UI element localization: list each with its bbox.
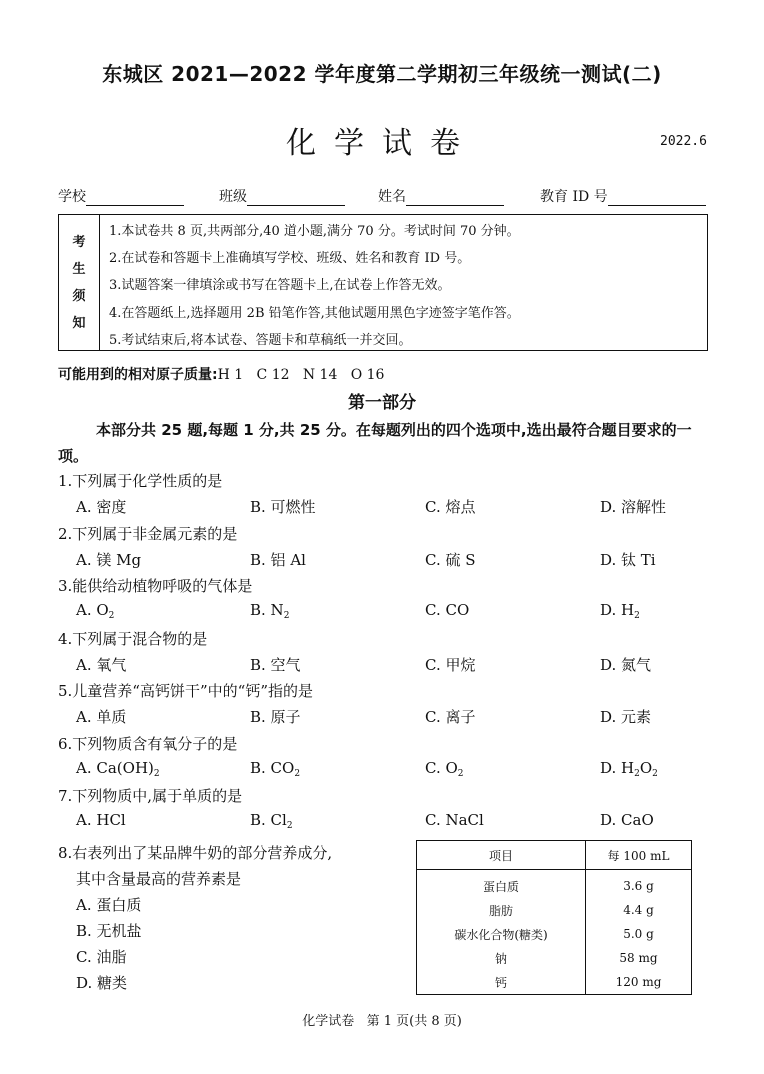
- atomic-mass-line: [58, 364, 384, 384]
- question-stem: 其中含量最高的营养素是: [76, 870, 242, 888]
- option-c: C. NaCl: [425, 811, 484, 829]
- atomic-mass-values: H 1 C 12 N 14 O 16: [217, 367, 385, 383]
- edu-id-label: 教育 ID 号: [540, 189, 608, 205]
- option-a: A. 密度: [76, 498, 127, 516]
- option-d: D. $H_2$: [600, 601, 640, 621]
- part-title: 第一部分: [348, 393, 416, 413]
- table-row: 蛋白质 3.6 g: [417, 870, 692, 899]
- option-b: B. 铝 Al: [250, 550, 306, 569]
- table-header: 项目: [417, 841, 586, 870]
- option-c: C. 油脂: [76, 948, 127, 966]
- part-intro: 本部分共 25 题,每题 1 分,共 25 分。在每题列出的四个选项中,选出最符合题目要求的一项。: [58, 421, 692, 465]
- exam-title: 东城区 2021—2022 学年度第二学期初三年级统一测试(二): [102, 62, 662, 86]
- name-label: 姓名: [378, 189, 406, 205]
- school-field: [58, 186, 184, 206]
- option-a: A. $Ca(OH)_2$: [76, 758, 160, 779]
- option-a: A. 镁 Mg: [76, 550, 142, 569]
- table-row: 钠 58 mg: [417, 946, 692, 970]
- table-row: 碳水化合物(糖类) 5.0 g: [417, 922, 692, 946]
- question-stem: 4.下列属于混合物的是: [58, 629, 208, 648]
- notice-item: 5.考试结束后,将本试卷、答题卡和草稿纸一并交回。: [109, 332, 412, 348]
- atomic-mass-label: 可能用到的相对原子质量:: [58, 367, 218, 383]
- option-a: A. 单质: [76, 708, 127, 726]
- nutrition-table: [416, 840, 692, 995]
- table-header: 每 100 mL: [586, 841, 692, 870]
- option-b: B. 空气: [250, 655, 301, 674]
- edu-id-blank: [608, 191, 706, 206]
- question-stem: 5.儿童营养“高钙饼干”中的“钙”指的是: [58, 682, 313, 700]
- option-d: D. 溶解性: [600, 498, 667, 516]
- option-d: D. 元素: [600, 708, 652, 726]
- option-a: A. 蛋白质: [76, 896, 142, 914]
- option-b: B. 无机盐: [76, 922, 142, 940]
- option-d: D. CaO: [600, 811, 654, 829]
- question-stem: 3.能供给动植物呼吸的气体是: [58, 577, 253, 595]
- page-footer: 化学试卷 第 1 页(共 8 页): [302, 1014, 462, 1029]
- exam-notice-box: [58, 214, 708, 351]
- option-b: B. $Cl_2$: [250, 811, 293, 831]
- option-d: D. $H_2O_2$: [600, 758, 658, 779]
- option-d: D. 氮气: [600, 655, 652, 674]
- name-blank: [406, 191, 504, 206]
- notice-list: [109, 218, 703, 354]
- option-c: C. 离子: [425, 708, 476, 726]
- class-blank: [247, 191, 345, 206]
- option-c: C. 硫 S: [425, 550, 476, 569]
- school-label: 学校: [58, 189, 86, 205]
- notice-item: 4.在答题纸上,选择题用 2B 铅笔作答,其他试题用黑色字迹签字笔作答。: [109, 305, 520, 321]
- option-d: D. 钛 Ti: [600, 550, 656, 569]
- notice-heading: 考 生 须 知: [59, 215, 100, 350]
- option-a: A. HCl: [76, 811, 126, 829]
- notice-item: 1.本试卷共 8 页,共两部分,40 道小题,满分 70 分。考试时间 70 分钟。: [109, 224, 520, 239]
- option-a: A. 氧气: [76, 655, 127, 674]
- option-d: D. 糖类: [76, 974, 128, 992]
- notice-item: 2.在试卷和答题卡上准确填写学校、班级、姓名和教育 ID 号。: [109, 251, 471, 267]
- question-stem: 6.下列物质含有氧分子的是: [58, 734, 238, 753]
- question-stem: 8.右表列出了某品牌牛奶的部分营养成分,: [58, 844, 333, 862]
- question-8: [58, 840, 398, 996]
- question-stem: 7.下列物质中,属于单质的是: [58, 787, 243, 805]
- school-blank: [86, 191, 184, 206]
- option-c: C. $O_2$: [425, 758, 464, 779]
- question-stem: 1.下列属于化学性质的是: [58, 472, 223, 490]
- subject-title: 化学试卷: [286, 126, 478, 161]
- option-b: B. 原子: [250, 708, 301, 726]
- option-c: C. 熔点: [425, 498, 476, 516]
- class-field: [219, 186, 345, 206]
- class-label: 班级: [219, 189, 247, 205]
- option-b: B. $N_2$: [250, 601, 290, 621]
- option-a: A. $O_2$: [76, 601, 115, 621]
- option-c: C. 甲烷: [425, 655, 476, 674]
- exam-date: 2022.6: [660, 134, 707, 149]
- name-field: [378, 186, 504, 206]
- option-b: B. $CO_2$: [250, 758, 301, 779]
- option-b: B. 可燃性: [250, 498, 316, 516]
- question-stem: 2.下列属于非金属元素的是: [58, 524, 238, 543]
- notice-item: 3.试题答案一律填涂或书写在答题卡上,在试卷上作答无效。: [109, 278, 451, 294]
- option-c: C. CO: [425, 601, 470, 619]
- table-row: 钙 120 mg: [417, 970, 692, 995]
- table-row: 脂肪 4.4 g: [417, 898, 692, 922]
- edu-id-field: [540, 186, 706, 206]
